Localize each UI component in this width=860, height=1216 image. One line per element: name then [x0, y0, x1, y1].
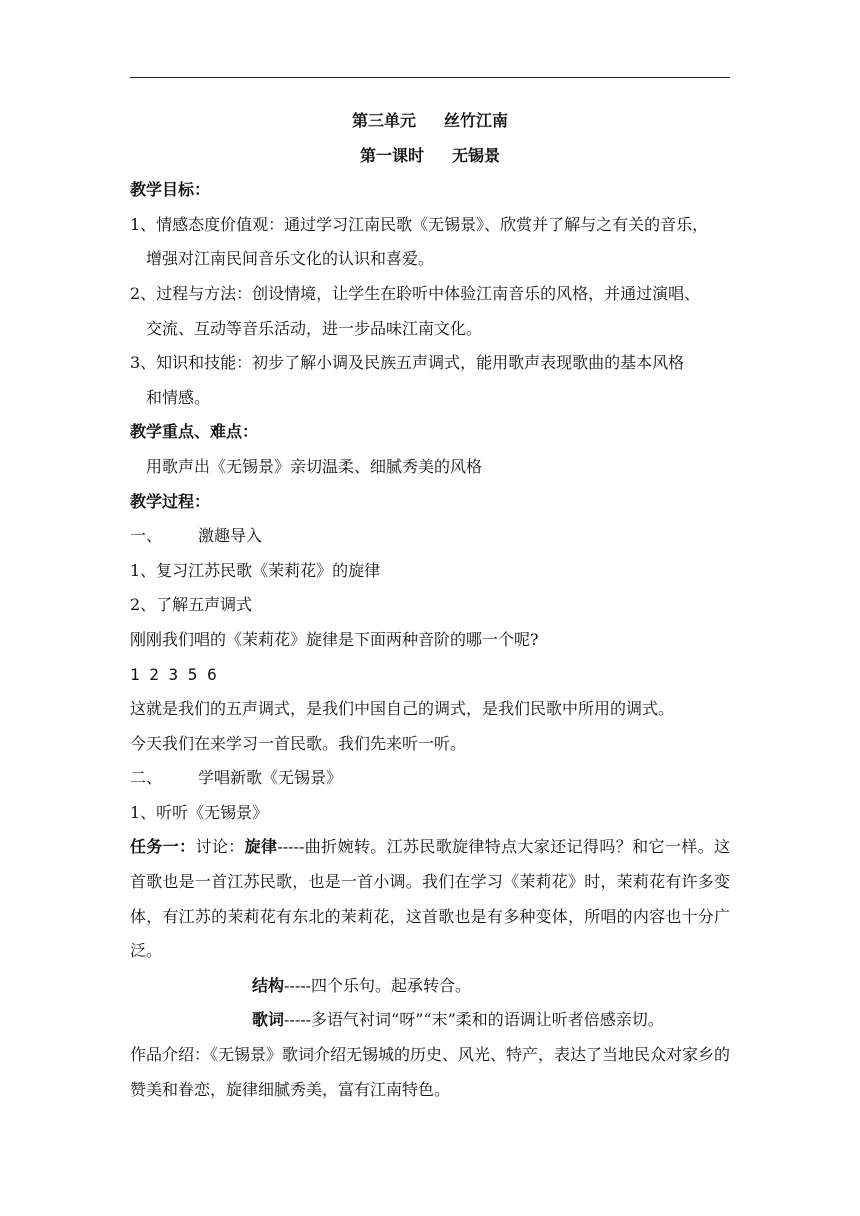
task-one-label: 任务一： — [130, 837, 196, 857]
document-body — [130, 104, 730, 1107]
objective-1-line-1: 1、情感态度价值观：通过学习江南民歌《无锡景》、欣赏并了解与之有关的音乐， — [130, 214, 709, 234]
key-points-text: 用歌声出《无锡景》亲切温柔、细腻秀美的风格 — [146, 456, 483, 476]
part-2-title: 学唱新歌《无锡景》 — [198, 768, 343, 788]
unit-label: 第三单元 — [351, 111, 416, 130]
lyrics-label: 歌词 — [252, 1010, 285, 1030]
objective-2-line-1: 2、过程与方法：创设情境，让学生在聆听中体验江南音乐的风格，并通过演唱、 — [130, 283, 701, 303]
structure-label: 结构 — [252, 975, 285, 995]
listen-step: 1、听听《无锡景》 — [130, 802, 269, 822]
part-1-number: 一、 — [130, 526, 163, 546]
step-1: 1、复习江苏民歌《茉莉花》的旋律 — [130, 560, 381, 580]
step-2: 2、了解五声调式 — [130, 595, 253, 615]
objectives-heading: 教学目标： — [130, 180, 211, 200]
process-heading: 教学过程： — [130, 491, 211, 511]
unit-name: 丝竹江南 — [444, 111, 509, 130]
melody-text: -----曲折婉转。江苏民歌旋律特点大家还记得吗？和它一样。这首歌也是一首江苏民歌，也是一首小调。我们在学习《茉莉花》时，茉莉花有许多变体，有江苏的茉莉花有东北的茉莉花，这首歌也是有多种变体，所唱的内容也十分广泛。 — [130, 837, 730, 961]
work-intro-paragraph: 作品介绍：《无锡景》歌词介绍无锡城的历史、风光、特产，表达了当地民众对家乡的赞美和眷恋，旋律细腻秀美，富有江南特色。 — [130, 1045, 731, 1099]
part-2-number: 二、 — [130, 768, 163, 788]
lesson-label: 第一课时 — [359, 145, 424, 165]
structure-line — [130, 969, 730, 1004]
objective-3-line-1: 3、知识和技能：初步了解小调及民族五声调式，能用歌声表现歌曲的基本风格 — [130, 353, 685, 373]
lesson-title — [130, 139, 730, 174]
header-rule — [130, 77, 730, 78]
scale-question: 刚刚我们唱的《茉莉花》旋律是下面两种音阶的哪一个呢? — [130, 629, 539, 649]
lyrics-line — [130, 1003, 730, 1038]
lyrics-text: -----多语气衬词“呀”“末”柔和的语调让听者倍感亲切。 — [284, 1010, 664, 1030]
explain-line-1: 这就是我们的五声调式，是我们中国自己的调式，是我们民歌中所用的调式。 — [130, 699, 675, 719]
task-discuss-label: 讨论： — [195, 837, 245, 857]
part-1-title: 激趣导入 — [198, 526, 263, 546]
task-one-paragraph — [130, 830, 730, 968]
structure-text: -----四个乐句。起承转合。 — [284, 975, 472, 995]
pentatonic-scale: 1 2 3 5 6 — [130, 664, 217, 684]
part-2-heading — [130, 761, 730, 796]
objective-1-line-2: 增强对江南民间音乐文化的认识和喜爱。 — [146, 249, 435, 269]
explain-line-2: 今天我们在来学习一首民歌。我们先来听一听。 — [130, 733, 467, 753]
objective-2-line-2: 交流、互动等音乐活动，进一步品味江南文化。 — [146, 318, 483, 338]
melody-label: 旋律 — [244, 837, 278, 857]
key-points-heading: 教学重点、难点： — [130, 422, 259, 442]
part-1-heading — [130, 519, 730, 554]
unit-title — [130, 104, 730, 139]
lesson-name: 无锡景 — [452, 145, 501, 165]
objective-3-line-2: 和情感。 — [146, 387, 211, 407]
